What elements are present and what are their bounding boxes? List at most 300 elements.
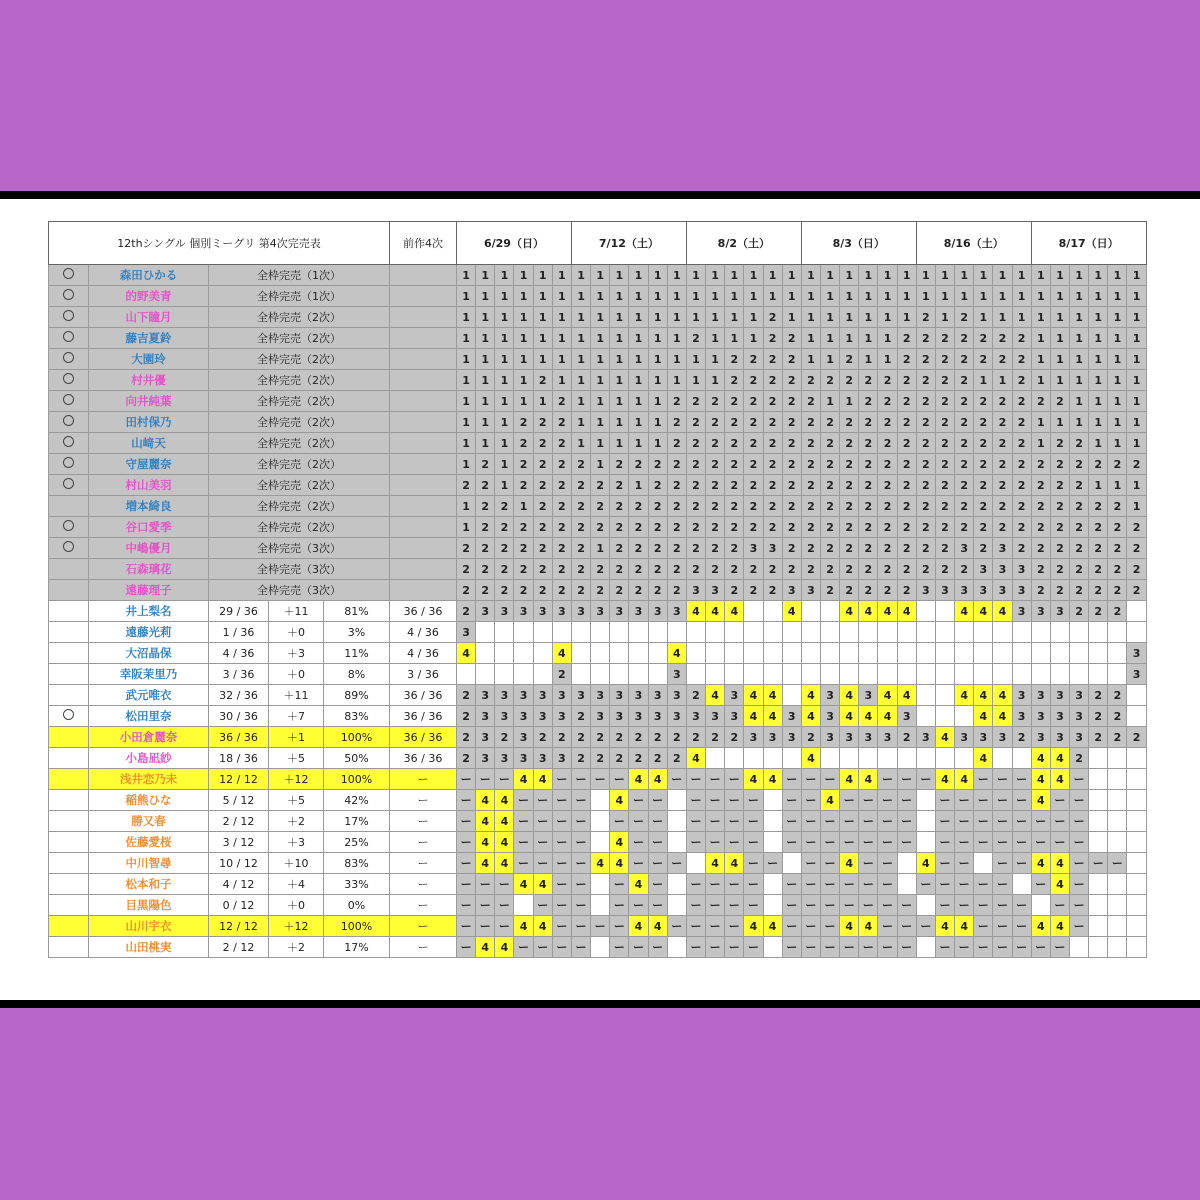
- slot-cell: 1: [820, 349, 839, 370]
- slot-cell: ー: [1012, 769, 1031, 790]
- slot-cell: 1: [457, 433, 476, 454]
- diff-count: ＋12: [269, 916, 324, 937]
- mark-cell: [49, 811, 89, 832]
- slot-cell: ー: [552, 769, 571, 790]
- slot-cell: ー: [801, 790, 820, 811]
- slot-cell: ー: [1089, 853, 1108, 874]
- slot-cell: 2: [457, 580, 476, 601]
- diff-count: ＋3: [269, 832, 324, 853]
- slot-cell: 2: [1070, 475, 1089, 496]
- slot-cell: 4: [725, 601, 744, 622]
- slot-cell: [782, 664, 801, 685]
- slot-cell: 1: [820, 391, 839, 412]
- prev-sold: 36 / 36: [390, 706, 457, 727]
- slot-cell: 2: [706, 517, 725, 538]
- slot-cell: 1: [629, 391, 648, 412]
- slot-cell: 4: [763, 706, 782, 727]
- slot-cell: [591, 664, 610, 685]
- slot-cell: 4: [763, 685, 782, 706]
- slot-cell: 4: [801, 748, 820, 769]
- slot-cell: ー: [744, 832, 763, 853]
- slot-cell: 3: [840, 727, 859, 748]
- slot-cell: 2: [706, 559, 725, 580]
- slot-cell: 1: [1050, 349, 1069, 370]
- prev-sold: 4 / 36: [390, 622, 457, 643]
- slot-cell: 2: [725, 538, 744, 559]
- sold-percent: 33%: [324, 874, 390, 895]
- slot-cell: 2: [897, 454, 916, 475]
- slot-cell: 2: [897, 580, 916, 601]
- slot-cell: ー: [897, 832, 916, 853]
- slot-cell: [878, 748, 897, 769]
- slot-cell: 3: [476, 727, 495, 748]
- slot-cell: 2: [1108, 496, 1127, 517]
- slot-cell: [897, 853, 916, 874]
- slot-cell: 2: [1108, 559, 1127, 580]
- slot-cell: 4: [1050, 853, 1069, 874]
- slot-cell: ー: [552, 895, 571, 916]
- slot-cell: 2: [533, 580, 552, 601]
- slot-cell: 4: [859, 706, 878, 727]
- slot-cell: ー: [457, 874, 476, 895]
- sold-count: 18 / 36: [209, 748, 269, 769]
- slot-cell: ー: [552, 790, 571, 811]
- slot-cell: 1: [476, 370, 495, 391]
- slot-cell: ー: [878, 769, 897, 790]
- slot-cell: 4: [974, 748, 993, 769]
- slot-cell: ー: [993, 811, 1012, 832]
- member-row: [49, 601, 1147, 622]
- slot-cell: 1: [571, 370, 590, 391]
- slot-cell: 2: [514, 580, 533, 601]
- slot-cell: 1: [552, 307, 571, 328]
- slot-cell: 2: [744, 433, 763, 454]
- slot-cell: [897, 874, 916, 895]
- slot-cell: 1: [1070, 328, 1089, 349]
- slot-cell: 2: [1089, 559, 1108, 580]
- slot-cell: [667, 832, 686, 853]
- slot-cell: ー: [840, 832, 859, 853]
- slot-cell: 2: [1070, 580, 1089, 601]
- slot-cell: 2: [1031, 580, 1050, 601]
- slot-cell: [514, 622, 533, 643]
- slot-cell: ー: [610, 769, 629, 790]
- slot-cell: ー: [610, 811, 629, 832]
- slot-cell: 2: [552, 517, 571, 538]
- slot-cell: 3: [725, 706, 744, 727]
- status-text: 全枠完売（2次）: [209, 307, 390, 328]
- slot-cell: 3: [1031, 601, 1050, 622]
- slot-cell: 4: [897, 685, 916, 706]
- slot-cell: 1: [514, 370, 533, 391]
- slot-cell: ー: [801, 916, 820, 937]
- slot-cell: [1070, 664, 1089, 685]
- slot-cell: [667, 895, 686, 916]
- slot-cell: 4: [859, 601, 878, 622]
- slot-cell: 2: [533, 727, 552, 748]
- slot-cell: 2: [878, 580, 897, 601]
- slot-cell: 1: [610, 328, 629, 349]
- slot-cell: 4: [840, 601, 859, 622]
- slot-cell: 3: [859, 727, 878, 748]
- slot-cell: 2: [610, 559, 629, 580]
- slot-cell: ー: [878, 811, 897, 832]
- slot-cell: 1: [1089, 286, 1108, 307]
- slot-cell: ー: [1031, 811, 1050, 832]
- slot-cell: 2: [571, 706, 590, 727]
- slot-cell: 2: [974, 517, 993, 538]
- slot-cell: 1: [457, 517, 476, 538]
- slot-cell: ー: [706, 916, 725, 937]
- slot-cell: 4: [629, 769, 648, 790]
- slot-cell: 1: [763, 265, 782, 286]
- slot-cell: 2: [476, 538, 495, 559]
- slot-cell: 1: [457, 328, 476, 349]
- slot-cell: 2: [686, 538, 705, 559]
- slot-cell: 2: [1127, 727, 1146, 748]
- slot-cell: ー: [648, 790, 667, 811]
- slot-cell: 2: [974, 412, 993, 433]
- slot-cell: 1: [514, 496, 533, 517]
- slot-cell: 2: [1089, 706, 1108, 727]
- slot-cell: 1: [667, 328, 686, 349]
- slot-cell: 3: [1012, 706, 1031, 727]
- slot-cell: ー: [706, 895, 725, 916]
- slot-cell: 2: [1070, 601, 1089, 622]
- slot-cell: 2: [820, 538, 839, 559]
- slot-cell: ー: [897, 916, 916, 937]
- slot-cell: [495, 643, 514, 664]
- slot-cell: ー: [571, 895, 590, 916]
- status-text: 全枠完売（1次）: [209, 286, 390, 307]
- slot-cell: 2: [533, 475, 552, 496]
- slot-cell: ー: [514, 937, 533, 958]
- slot-cell: [955, 622, 974, 643]
- slot-cell: 2: [1089, 517, 1108, 538]
- slot-cell: 2: [935, 412, 954, 433]
- slot-cell: 2: [935, 517, 954, 538]
- slot-cell: 2: [916, 538, 935, 559]
- slot-cell: 4: [552, 643, 571, 664]
- member-row: [49, 433, 1147, 454]
- slot-cell: 2: [993, 412, 1012, 433]
- slot-cell: [648, 622, 667, 643]
- member-row: [49, 496, 1147, 517]
- slot-cell: 2: [1012, 475, 1031, 496]
- slot-cell: ー: [955, 895, 974, 916]
- slot-cell: [993, 643, 1012, 664]
- slot-cell: 2: [667, 748, 686, 769]
- slot-cell: [1108, 769, 1127, 790]
- slot-cell: 1: [706, 265, 725, 286]
- sold-count: 36 / 36: [209, 727, 269, 748]
- slot-cell: 1: [725, 265, 744, 286]
- slot-cell: [629, 664, 648, 685]
- slot-cell: 1: [552, 349, 571, 370]
- slot-cell: 2: [859, 517, 878, 538]
- slot-cell: 2: [993, 391, 1012, 412]
- slot-cell: 2: [974, 328, 993, 349]
- slot-cell: ー: [706, 937, 725, 958]
- slot-cell: [610, 664, 629, 685]
- member-name: 遠藤光莉: [89, 622, 209, 643]
- slot-cell: 3: [533, 706, 552, 727]
- slot-cell: [916, 748, 935, 769]
- slot-cell: 1: [916, 265, 935, 286]
- slot-cell: 3: [1031, 706, 1050, 727]
- slot-cell: 2: [571, 475, 590, 496]
- member-row: [49, 286, 1147, 307]
- slot-cell: ー: [955, 874, 974, 895]
- slot-cell: 2: [744, 496, 763, 517]
- member-name: 佐藤愛桜: [89, 832, 209, 853]
- slot-cell: 2: [897, 538, 916, 559]
- slot-cell: [916, 937, 935, 958]
- slot-cell: 1: [667, 370, 686, 391]
- slot-cell: 1: [1108, 475, 1127, 496]
- slot-cell: 1: [629, 412, 648, 433]
- slot-cell: ー: [897, 895, 916, 916]
- slot-cell: [763, 748, 782, 769]
- slot-cell: 2: [840, 349, 859, 370]
- slot-cell: 2: [552, 475, 571, 496]
- member-row: [49, 517, 1147, 538]
- slot-cell: ー: [935, 853, 954, 874]
- slot-cell: 1: [495, 433, 514, 454]
- slot-cell: [916, 685, 935, 706]
- slot-cell: [763, 601, 782, 622]
- slot-cell: 2: [993, 433, 1012, 454]
- slot-cell: 1: [840, 328, 859, 349]
- slot-cell: 2: [629, 748, 648, 769]
- slot-cell: 2: [591, 580, 610, 601]
- slot-cell: [533, 664, 552, 685]
- slot-cell: 3: [820, 685, 839, 706]
- slot-cell: [763, 643, 782, 664]
- slot-cell: 1: [591, 265, 610, 286]
- slot-cell: 2: [897, 559, 916, 580]
- slot-cell: 3: [591, 706, 610, 727]
- slot-cell: 1: [476, 265, 495, 286]
- slot-cell: ー: [476, 769, 495, 790]
- slot-cell: 2: [1089, 580, 1108, 601]
- slot-cell: [744, 601, 763, 622]
- slot-cell: ー: [974, 769, 993, 790]
- slot-cell: 1: [1089, 475, 1108, 496]
- slot-cell: 2: [667, 496, 686, 517]
- slot-cell: ー: [955, 811, 974, 832]
- slot-cell: ー: [1012, 895, 1031, 916]
- slot-cell: ー: [935, 790, 954, 811]
- slot-cell: [878, 664, 897, 685]
- slot-cell: 1: [457, 496, 476, 517]
- slot-cell: 2: [897, 349, 916, 370]
- slot-cell: 1: [667, 286, 686, 307]
- slot-cell: ー: [916, 874, 935, 895]
- slot-cell: 4: [993, 706, 1012, 727]
- slot-cell: 1: [495, 349, 514, 370]
- status-text: 全枠完売（2次）: [209, 349, 390, 370]
- slot-cell: 2: [457, 538, 476, 559]
- slot-cell: 4: [993, 685, 1012, 706]
- slot-cell: [1031, 622, 1050, 643]
- slot-cell: 4: [744, 916, 763, 937]
- slot-cell: 2: [571, 517, 590, 538]
- slot-cell: ー: [571, 832, 590, 853]
- slot-cell: 2: [935, 496, 954, 517]
- slot-cell: 1: [1070, 286, 1089, 307]
- slot-cell: 2: [495, 538, 514, 559]
- slot-cell: 1: [476, 307, 495, 328]
- slot-cell: 1: [629, 475, 648, 496]
- slot-cell: 1: [533, 307, 552, 328]
- slot-cell: [1108, 916, 1127, 937]
- slot-cell: 2: [1108, 538, 1127, 559]
- sold-percent: 50%: [324, 748, 390, 769]
- slot-cell: ー: [974, 811, 993, 832]
- slot-cell: ー: [476, 916, 495, 937]
- slot-cell: 4: [955, 685, 974, 706]
- slot-cell: 4: [514, 769, 533, 790]
- slot-cell: [840, 643, 859, 664]
- slot-cell: 1: [1127, 391, 1146, 412]
- slot-cell: 2: [1050, 475, 1069, 496]
- slot-cell: 2: [533, 454, 552, 475]
- slot-cell: 2: [801, 475, 820, 496]
- slot-cell: 2: [916, 391, 935, 412]
- slot-cell: 2: [514, 475, 533, 496]
- slot-cell: ー: [725, 832, 744, 853]
- slot-cell: 1: [591, 391, 610, 412]
- diff-count: ＋12: [269, 769, 324, 790]
- slot-cell: 4: [859, 769, 878, 790]
- slot-cell: 2: [820, 454, 839, 475]
- prev-sold: ー: [390, 937, 457, 958]
- slot-cell: 1: [533, 391, 552, 412]
- slot-cell: 2: [1050, 496, 1069, 517]
- slot-cell: 2: [782, 370, 801, 391]
- slot-cell: [1050, 664, 1069, 685]
- slot-cell: 2: [935, 454, 954, 475]
- slot-cell: ー: [725, 895, 744, 916]
- slot-cell: 2: [840, 496, 859, 517]
- slot-cell: 2: [533, 496, 552, 517]
- slot-cell: 4: [801, 706, 820, 727]
- slot-cell: 2: [648, 496, 667, 517]
- slot-cell: 4: [725, 853, 744, 874]
- slot-cell: 2: [533, 433, 552, 454]
- slot-cell: 2: [552, 727, 571, 748]
- circle-mark-icon: [63, 289, 74, 300]
- slot-cell: ー: [648, 895, 667, 916]
- slot-cell: 4: [878, 706, 897, 727]
- status-text: 全枠完売（3次）: [209, 559, 390, 580]
- slot-cell: ー: [801, 811, 820, 832]
- slot-cell: ー: [993, 874, 1012, 895]
- slot-cell: 2: [667, 727, 686, 748]
- slot-cell: [1108, 874, 1127, 895]
- slot-cell: 2: [571, 454, 590, 475]
- slot-cell: 2: [1031, 391, 1050, 412]
- slot-cell: [916, 790, 935, 811]
- slot-cell: 1: [744, 307, 763, 328]
- sold-count: 3 / 36: [209, 664, 269, 685]
- slot-cell: 2: [495, 727, 514, 748]
- slot-cell: 1: [974, 286, 993, 307]
- slot-cell: 3: [591, 685, 610, 706]
- slot-cell: ー: [801, 937, 820, 958]
- slot-cell: ー: [571, 769, 590, 790]
- slot-cell: [1127, 622, 1146, 643]
- slot-cell: ー: [1070, 811, 1089, 832]
- slot-cell: [1089, 895, 1108, 916]
- slot-cell: 2: [1012, 433, 1031, 454]
- date-header: 8/2（土）: [686, 222, 801, 265]
- slot-cell: 1: [629, 433, 648, 454]
- slot-cell: 4: [1050, 874, 1069, 895]
- slot-cell: 1: [1108, 307, 1127, 328]
- prev-sold: ー: [390, 853, 457, 874]
- slot-cell: 1: [457, 349, 476, 370]
- slot-cell: [667, 874, 686, 895]
- slot-cell: 1: [801, 307, 820, 328]
- slot-cell: 1: [1089, 391, 1108, 412]
- slot-cell: ー: [476, 895, 495, 916]
- slot-cell: 1: [571, 286, 590, 307]
- slot-cell: 1: [820, 286, 839, 307]
- slot-cell: 1: [993, 286, 1012, 307]
- slot-cell: ー: [1070, 790, 1089, 811]
- slot-cell: 4: [610, 832, 629, 853]
- slot-cell: ー: [667, 769, 686, 790]
- slot-cell: 2: [801, 559, 820, 580]
- slot-cell: 4: [476, 790, 495, 811]
- slot-cell: 1: [648, 370, 667, 391]
- slot-cell: 2: [1070, 748, 1089, 769]
- slot-cell: 2: [782, 538, 801, 559]
- slot-cell: 1: [955, 265, 974, 286]
- member-row: [49, 370, 1147, 391]
- sold-percent: 42%: [324, 790, 390, 811]
- mark-cell: [49, 790, 89, 811]
- slot-cell: 1: [801, 328, 820, 349]
- member-row: [49, 727, 1147, 748]
- slot-cell: 2: [974, 475, 993, 496]
- slot-cell: ー: [1070, 853, 1089, 874]
- slot-cell: 2: [897, 328, 916, 349]
- slot-cell: 1: [1031, 349, 1050, 370]
- slot-cell: ー: [801, 895, 820, 916]
- member-name: 松田里奈: [89, 706, 209, 727]
- slot-cell: 2: [667, 391, 686, 412]
- circle-mark-icon: [63, 436, 74, 447]
- slot-cell: 3: [1050, 706, 1069, 727]
- slot-cell: [744, 664, 763, 685]
- slot-cell: 2: [610, 475, 629, 496]
- member-name: 小田倉麗奈: [89, 727, 209, 748]
- slot-cell: ー: [686, 832, 705, 853]
- slot-cell: [1050, 643, 1069, 664]
- slot-cell: ー: [1050, 790, 1069, 811]
- sold-count: 29 / 36: [209, 601, 269, 622]
- slot-cell: [1070, 937, 1089, 958]
- slot-cell: ー: [993, 916, 1012, 937]
- slot-cell: 1: [706, 370, 725, 391]
- slot-cell: ー: [457, 916, 476, 937]
- slot-cell: 2: [629, 517, 648, 538]
- sold-percent: 83%: [324, 853, 390, 874]
- circle-mark-icon: [63, 520, 74, 531]
